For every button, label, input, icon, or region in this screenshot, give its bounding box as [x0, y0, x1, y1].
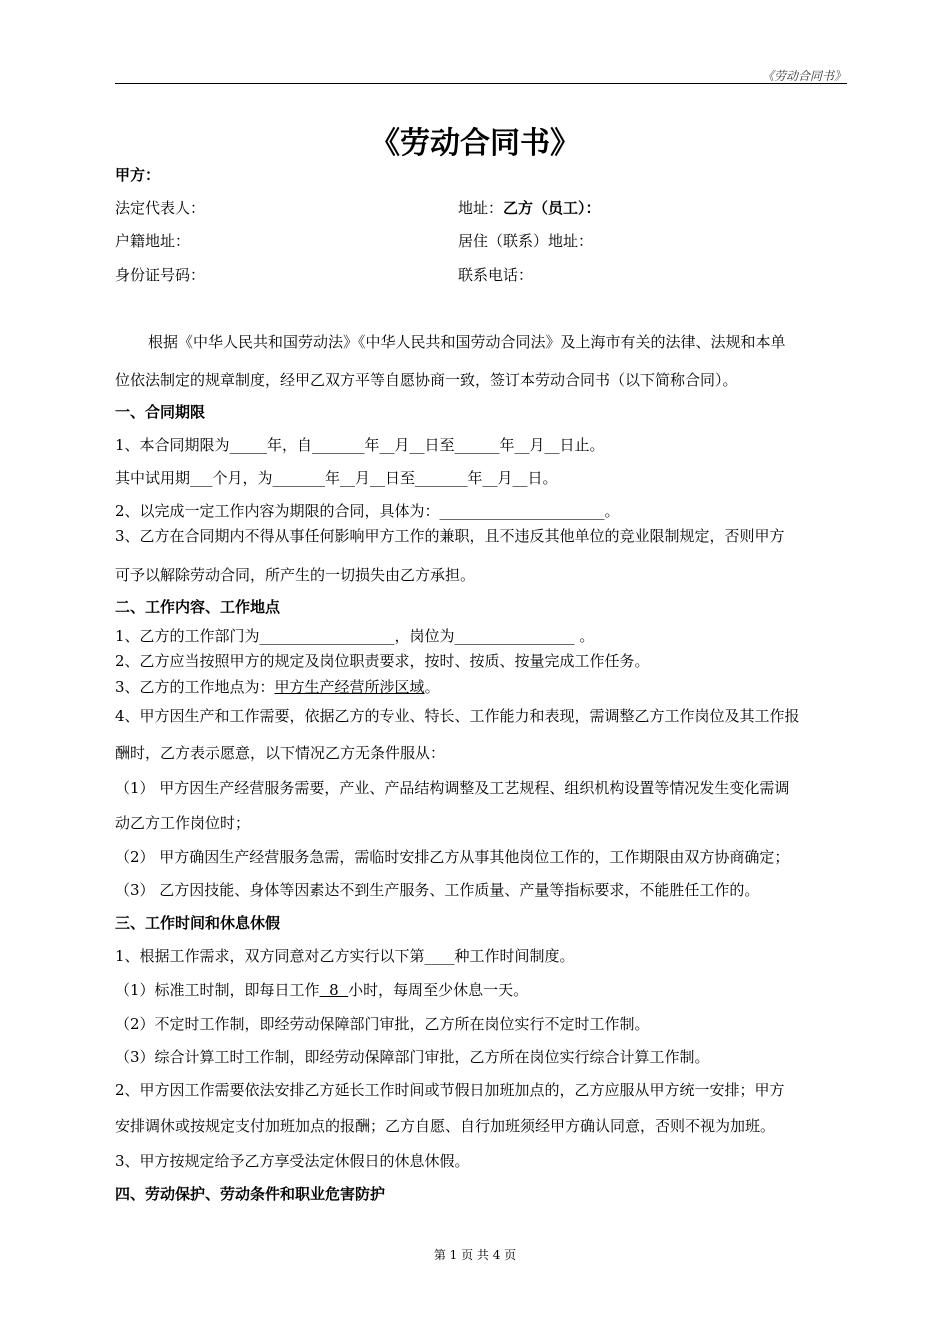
sec2-line-2: 2、乙方应当按照甲方的规定及岗位职责要求，按时、按质、按量完成工作任务。 — [115, 652, 650, 670]
residence-label: 居住（联系）地址： — [458, 232, 594, 250]
intro-line-2: 位依法制定的规章制度，经甲乙双方平等自愿协商一致，签订本劳动合同书（以下简称合同）。 — [115, 371, 738, 389]
section-3-heading: 三、工作时间和休息休假 — [115, 914, 281, 932]
legal-rep-label: 法定代表人： — [115, 199, 206, 217]
sec2-line-3 — [115, 677, 440, 697]
sec2-line-3-end: 。 — [424, 678, 440, 696]
sec2-line-3-text: 3、乙方的工作地点为： — [115, 678, 275, 696]
sec1-line-3-end: 。 — [604, 502, 620, 520]
intro-line-1: 根据《中华人民共和国劳动法》《中华人民共和国劳动合同法》及上海市有关的法律、法规和本单 — [148, 333, 786, 351]
work-location: 甲方生产经营所涉区域 — [274, 678, 425, 696]
sec3-line-6: 安排调休或按规定支付加班加点的报酬；乙方自愿、自行加班须经甲方确认同意，否则不视为加班。 — [115, 1117, 776, 1135]
party-a-label: 甲方： — [115, 166, 161, 184]
address-field — [458, 198, 601, 218]
sec1-line-4: 3、乙方在合同期内不得从事任何影响甲方工作的兼职，且不违反其他单位的竞业限制规定，否则甲方 — [115, 527, 785, 545]
sec3-line-1: 1、根据工作需求，双方同意对乙方实行以下第____种工作时间制度。 — [115, 947, 575, 965]
sec2-line-1: 1、乙方的工作部门为__________________，岗位为________________ 。 — [115, 627, 595, 645]
id-number-label: 身份证号码： — [115, 266, 206, 284]
document-title: 《劳动合同书》 — [370, 126, 580, 161]
sec1-line-2: 其中试用期___个月，为_______年__月__日至_______年__月__日。 — [115, 469, 558, 487]
sec3-line-2 — [115, 980, 528, 1000]
sec1-line-3-blank: ______________________ — [439, 502, 605, 520]
section-1-heading: 一、合同期限 — [115, 403, 206, 421]
sec2-line-8: （2） 甲方确因生产经营服务急需，需临时安排乙方从事其他岗位工作的，工作期限由双方协商确定； — [115, 848, 790, 866]
running-header: 《劳动合同书》 — [761, 69, 846, 83]
section-2-heading: 二、工作内容、工作地点 — [115, 598, 281, 616]
sec2-line-9: （3） 乙方因技能、身体等因素达不到生产服务、工作质量、产量等指标要求，不能胜任工作的。 — [115, 881, 760, 899]
sec3-line-2-text: （1）标准工时制，即每日工作 — [115, 981, 320, 999]
sec3-line-2-end: 小时，每周至少休息一天。 — [348, 981, 529, 999]
section-4-heading: 四、劳动保护、劳动条件和职业危害防护 — [115, 1185, 386, 1203]
page-number: 第 1 页 共 4 页 — [433, 1248, 517, 1262]
header-rule — [115, 83, 847, 84]
phone-label: 联系电话： — [458, 266, 534, 284]
sec2-line-7: 动乙方工作岗位时； — [115, 814, 251, 832]
party-b-label: 乙方（员工）： — [503, 199, 601, 217]
sec1-line-3-text: 2、以完成一定工作内容为期限的合同，具体为： — [115, 502, 440, 520]
sec2-line-6: （1） 甲方因生产经营服务需要，产业、产品结构调整及工艺规程、组织机构设置等情况发生变化需调 — [115, 779, 790, 797]
sec2-line-5: 酬时，乙方表示愿意，以下情况乙方无条件服从： — [115, 744, 446, 762]
sec3-line-3: （2）不定时工作制，即经劳动保障部门审批，乙方所在岗位实行不定时工作制。 — [115, 1015, 650, 1033]
sec2-line-4: 4、甲方因生产和工作需要，依据乙方的专业、特长、工作能力和表现，需调整乙方工作岗位及其工作报 — [115, 707, 800, 725]
address-label: 地址： — [458, 199, 504, 217]
sec3-line-7: 3、甲方按规定给予乙方享受法定休假日的休息休假。 — [115, 1152, 470, 1170]
sec1-line-1: 1、本合同期限为_____年，自_______年__月__日至______年__月__日止。 — [115, 436, 605, 454]
sec3-line-4: （3）综合计算工时工作制，即经劳动保障部门审批，乙方所在岗位实行综合计算工作制。 — [115, 1048, 710, 1066]
daily-hours: 8 — [319, 981, 349, 999]
sec1-line-5: 可予以解除劳动合同，所产生的一切损失由乙方承担。 — [115, 566, 476, 584]
sec3-line-5: 2、甲方因工作需要依法安排乙方延长工作时间或节假日加班加点的，乙方应服从甲方统一安排；甲方 — [115, 1081, 785, 1099]
sec1-line-3 — [115, 501, 620, 521]
household-label: 户籍地址： — [115, 232, 191, 250]
